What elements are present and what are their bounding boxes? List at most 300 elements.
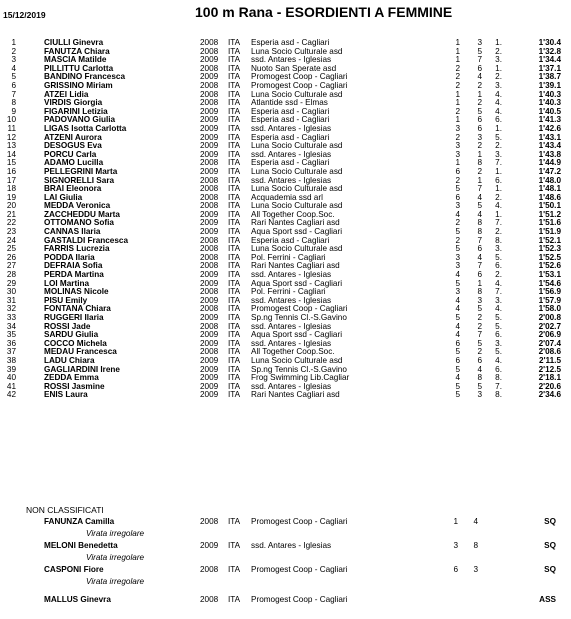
birth-year-cell: 2009 <box>200 278 219 288</box>
time-cell: 1'52.3 <box>538 244 561 254</box>
lane-cell: 2 <box>477 321 482 331</box>
club-cell: Promogest Coop - Cagliari <box>251 595 348 604</box>
birth-year-cell: 2008 <box>200 46 219 56</box>
club-cell: Luna Socio Culturale asd <box>251 46 343 56</box>
position-cell: 14 <box>6 149 16 159</box>
club-cell: Atlantide ssd - Elmas <box>251 98 328 108</box>
heat-rank-cell: 2. <box>495 46 502 56</box>
club-cell: All Together Coop.Soc. <box>251 209 335 219</box>
nationality-cell: ITA <box>228 141 241 151</box>
nationality-cell: ITA <box>228 270 241 280</box>
time-cell: 1'48.1 <box>538 184 561 194</box>
heat-rank-cell: 2. <box>495 72 502 82</box>
birth-year-cell: 2009 <box>200 141 219 151</box>
birth-year-cell: 2008 <box>200 565 219 574</box>
time-cell: 1'57.9 <box>538 295 561 305</box>
time-cell: 2'00.8 <box>538 313 561 322</box>
position-cell: 42 <box>6 390 16 400</box>
heat-rank-cell: 5. <box>495 132 502 142</box>
club-cell: Luna Socio Culturale asd <box>251 141 343 151</box>
position-cell: 4 <box>11 63 16 73</box>
heat-rank-cell: 4. <box>495 89 502 99</box>
position-cell: 30 <box>6 287 16 297</box>
birth-year-cell: 2008 <box>200 304 219 314</box>
time-cell: 1'50.1 <box>538 201 561 211</box>
athlete-name-cell: ENIS Laura <box>44 390 88 400</box>
time-cell: 1'56.9 <box>538 287 561 297</box>
athlete-name-cell: PERDA Martina <box>44 270 104 280</box>
club-cell: ssd. Antares - Iglesias <box>251 541 332 550</box>
heat-rank-cell: 7. <box>495 287 502 297</box>
club-cell: Luna Socio Culturale asd <box>251 166 343 176</box>
lane-cell: 4 <box>473 517 478 526</box>
nationality-cell: ITA <box>228 565 241 574</box>
disqualification-note: Virata irregolare <box>86 553 145 562</box>
lane-cell: 6 <box>477 355 482 365</box>
club-cell: Esperia asd - Cagliari <box>251 235 330 245</box>
lane-cell: 6 <box>477 115 482 125</box>
birth-year-cell: 2009 <box>200 373 219 383</box>
position-cell: 33 <box>6 313 16 322</box>
athlete-name-cell: LADU Chiara <box>44 355 95 365</box>
lane-cell: 3 <box>477 295 482 305</box>
position-cell: 8 <box>11 98 16 108</box>
nationality-cell: ITA <box>228 347 241 357</box>
time-cell: 1'42.6 <box>538 123 561 133</box>
lane-cell: 1 <box>477 175 482 185</box>
position-cell: 23 <box>6 227 16 237</box>
time-cell: 1'51.2 <box>538 209 561 219</box>
list-item <box>0 565 571 589</box>
position-cell: 10 <box>6 115 16 125</box>
athlete-name-cell: PORCU Carla <box>44 149 97 159</box>
time-cell: 2'18.1 <box>538 373 561 383</box>
lane-cell: 2 <box>477 166 482 176</box>
lane-cell: 8 <box>477 373 482 383</box>
athlete-name-cell: LOI Martina <box>44 278 90 288</box>
heat-rank-cell: 6. <box>495 261 502 271</box>
lane-cell: 4 <box>477 364 482 374</box>
athlete-name-cell: FIGARINI Letizia <box>44 106 108 116</box>
position-cell: 17 <box>6 175 16 185</box>
lane-cell: 3 <box>473 565 478 574</box>
nationality-cell: ITA <box>228 330 241 340</box>
nationality-cell: ITA <box>228 287 241 297</box>
heat-cell: 3 <box>455 287 460 297</box>
lane-cell: 8 <box>473 541 478 550</box>
club-cell: Luna Socio Culturale asd <box>251 244 343 254</box>
time-cell: 1'43.4 <box>538 141 561 151</box>
athlete-name-cell: FARRIS Lucrezia <box>44 244 110 254</box>
athlete-name-cell: MEDAU Francesca <box>44 347 117 357</box>
time-cell: 2'08.6 <box>538 347 561 357</box>
nationality-cell: ITA <box>228 381 241 391</box>
heat-rank-cell: 2. <box>495 227 502 237</box>
time-cell: 1'51.9 <box>538 227 561 237</box>
heat-cell: 5 <box>455 347 460 357</box>
position-cell: 31 <box>6 295 16 305</box>
heat-cell: 5 <box>455 381 460 391</box>
birth-year-cell: 2008 <box>200 80 219 90</box>
athlete-name-cell: SARDU Giulia <box>44 330 99 340</box>
club-cell: Aqua Sport ssd - Cagliari <box>251 330 343 340</box>
position-cell: 35 <box>6 330 16 340</box>
heat-rank-cell: 5. <box>495 252 502 262</box>
time-cell: 2'11.5 <box>539 355 561 365</box>
birth-year-cell: 2009 <box>200 123 219 133</box>
club-cell: Luna Socio Culturale asd <box>251 184 343 194</box>
position-cell: 21 <box>6 209 16 219</box>
club-cell: Rari Nantes Cagliari asd <box>251 390 340 400</box>
club-cell: Pol. Ferrini - Cagliari <box>251 252 326 262</box>
heat-cell: 1 <box>455 115 460 125</box>
nationality-cell: ITA <box>228 123 241 133</box>
heat-rank-cell: 2. <box>495 270 502 280</box>
athlete-name-cell: PADOVANO Giulia <box>44 115 116 125</box>
time-cell: 2'12.5 <box>538 364 561 374</box>
club-cell: Rari Nantes Cagliari asd <box>251 218 340 228</box>
club-cell: Aqua Sport ssd - Cagliari <box>251 227 343 237</box>
lane-cell: 5 <box>477 338 482 348</box>
heat-rank-cell: 4. <box>495 355 502 365</box>
club-cell: Promogest Coop - Cagliari <box>251 304 348 314</box>
position-cell: 36 <box>6 338 16 348</box>
heat-cell: 1 <box>455 158 460 168</box>
birth-year-cell: 2009 <box>200 55 219 65</box>
list-item <box>0 541 571 565</box>
lane-cell: 2 <box>477 80 482 90</box>
non-classified-title: NON CLASSIFICATI <box>26 505 104 515</box>
club-cell: Promogest Coop - Cagliari <box>251 72 348 82</box>
heat-rank-cell: 3. <box>495 149 502 159</box>
lane-cell: 2 <box>477 347 482 357</box>
athlete-name-cell: MASCIA Matilde <box>44 55 107 65</box>
lane-cell: 4 <box>477 72 482 82</box>
athlete-name-cell: DESOGUS Eva <box>44 141 102 151</box>
nationality-cell: ITA <box>228 313 241 322</box>
time-cell: 1'37.1 <box>538 63 561 73</box>
lane-cell: 3 <box>477 38 482 47</box>
heat-cell: 5 <box>455 184 460 194</box>
lane-cell: 3 <box>477 390 482 400</box>
nationality-cell: ITA <box>228 192 241 202</box>
position-cell: 1 <box>11 38 16 47</box>
athlete-name-cell: MEDDA Veronica <box>44 201 111 211</box>
heat-cell: 3 <box>455 141 460 151</box>
club-cell: Esperia asd - Cagliari <box>251 115 330 125</box>
heat-rank-cell: 6. <box>495 115 502 125</box>
heat-cell: 2 <box>455 80 460 90</box>
birth-year-cell: 2009 <box>200 72 219 82</box>
club-cell: Promogest Coop - Cagliari <box>251 565 348 574</box>
heat-cell: 4 <box>455 373 460 383</box>
lane-cell: 8 <box>477 158 482 168</box>
club-cell: Sp.ng Tennis Cl.-S.Gavino <box>251 364 347 374</box>
club-cell: ssd. Antares - Iglesias <box>251 149 332 159</box>
athlete-name-cell: ZACCHEDDU Marta <box>44 209 120 219</box>
report-date: 15/12/2019 <box>3 10 46 20</box>
heat-rank-cell: 4. <box>495 304 502 314</box>
club-cell: Esperia asd - Cagliari <box>251 158 330 168</box>
position-cell: 38 <box>6 355 16 365</box>
lane-cell: 7 <box>477 235 482 245</box>
club-cell: Rari Nantes Cagliari asd <box>251 261 340 271</box>
position-cell: 6 <box>11 80 16 90</box>
birth-year-cell: 2008 <box>200 347 219 357</box>
position-cell: 16 <box>6 166 16 176</box>
heat-rank-cell: 1. <box>495 166 502 176</box>
heat-cell: 4 <box>455 295 460 305</box>
nationality-cell: ITA <box>228 72 241 82</box>
birth-year-cell: 2009 <box>200 115 219 125</box>
athlete-name-cell: COCCO Michela <box>44 338 107 348</box>
heat-cell: 4 <box>455 270 460 280</box>
status-cell: SQ <box>544 565 556 574</box>
results-table <box>0 39 571 400</box>
birth-year-cell: 2008 <box>200 192 219 202</box>
birth-year-cell: 2008 <box>200 244 219 254</box>
heat-cell: 5 <box>455 313 460 322</box>
time-cell: 1'43.8 <box>538 149 561 159</box>
table-row <box>0 391 571 400</box>
birth-year-cell: 2008 <box>200 184 219 194</box>
heat-rank-cell: 8. <box>495 390 502 400</box>
athlete-name-cell: FONTANA Chiara <box>44 304 111 314</box>
nationality-cell: ITA <box>228 80 241 90</box>
nationality-cell: ITA <box>228 541 241 550</box>
heat-cell: 2 <box>455 106 460 116</box>
athlete-name-cell: MELONI Benedetta <box>44 541 118 550</box>
heat-cell: 4 <box>455 321 460 331</box>
birth-year-cell: 2009 <box>200 330 219 340</box>
time-cell: 1'48.6 <box>538 192 561 202</box>
club-cell: ssd. Antares - Iglesias <box>251 270 332 280</box>
time-cell: 1'51.6 <box>538 218 561 228</box>
club-cell: Esperia asd - Cagliari <box>251 132 330 142</box>
nationality-cell: ITA <box>228 184 241 194</box>
position-cell: 39 <box>6 364 16 374</box>
position-cell: 24 <box>6 235 16 245</box>
heat-cell: 2 <box>455 235 460 245</box>
birth-year-cell: 2008 <box>200 287 219 297</box>
lane-cell: 7 <box>477 261 482 271</box>
lane-cell: 5 <box>477 106 482 116</box>
position-cell: 5 <box>11 72 16 82</box>
time-cell: 2'20.6 <box>538 381 561 391</box>
position-cell: 25 <box>6 244 16 254</box>
nationality-cell: ITA <box>228 227 241 237</box>
time-cell: 1'47.2 <box>538 166 561 176</box>
club-cell: Acquademia ssd arl <box>251 192 323 202</box>
birth-year-cell: 2008 <box>200 261 219 271</box>
nationality-cell: ITA <box>228 373 241 383</box>
nationality-cell: ITA <box>228 595 241 604</box>
lane-cell: 5 <box>477 201 482 211</box>
birth-year-cell: 2009 <box>200 381 219 391</box>
position-cell: 3 <box>11 55 16 65</box>
athlete-name-cell: GRISSINO Miriam <box>44 80 113 90</box>
club-cell: ssd. Antares - Iglesias <box>251 338 332 348</box>
heat-cell: 5 <box>455 227 460 237</box>
athlete-name-cell: CANNAS Ilaria <box>44 227 101 237</box>
disqualification-note: Virata irregolare <box>86 577 145 586</box>
birth-year-cell: 2009 <box>200 338 219 348</box>
position-cell: 28 <box>6 270 16 280</box>
birth-year-cell: 2009 <box>200 295 219 305</box>
athlete-name-cell: CIULLI Ginevra <box>44 38 104 47</box>
nationality-cell: ITA <box>228 106 241 116</box>
birth-year-cell: 2009 <box>200 166 219 176</box>
club-cell: Pol. Ferrini - Cagliari <box>251 287 326 297</box>
time-cell: 1'40.5 <box>538 106 561 116</box>
status-cell: SQ <box>544 541 556 550</box>
heat-rank-cell: 4. <box>495 98 502 108</box>
heat-cell: 3 <box>455 252 460 262</box>
nationality-cell: ITA <box>228 115 241 125</box>
club-cell: ssd. Antares - Iglesias <box>251 381 332 391</box>
position-cell: 12 <box>6 132 16 142</box>
heat-rank-cell: 1. <box>495 63 502 73</box>
position-cell: 37 <box>6 347 16 357</box>
lane-cell: 5 <box>477 304 482 314</box>
lane-cell: 6 <box>477 123 482 133</box>
nationality-cell: ITA <box>228 218 241 228</box>
nationality-cell: ITA <box>228 158 241 168</box>
time-cell: 2'02.7 <box>538 321 561 331</box>
status-cell: SQ <box>544 517 556 526</box>
athlete-name-cell: BRAI Eleonora <box>44 184 102 194</box>
time-cell: 1'48.0 <box>538 175 561 185</box>
position-cell: 7 <box>11 89 16 99</box>
heat-rank-cell: 7. <box>495 158 502 168</box>
lane-cell: 5 <box>477 46 482 56</box>
club-cell: Luna Socio Culturale asd <box>251 355 343 365</box>
club-cell: Aqua Sport ssd - Cagliari <box>251 278 343 288</box>
heat-rank-cell: 1. <box>495 123 502 133</box>
athlete-name-cell: PISU Emily <box>44 295 88 305</box>
athlete-name-cell: FANUNZA Camilla <box>44 517 115 526</box>
birth-year-cell: 2008 <box>200 175 219 185</box>
athlete-name-cell: MALLUS Ginevra <box>44 595 111 604</box>
position-cell: 13 <box>6 141 16 151</box>
lane-cell: 5 <box>477 381 482 391</box>
heat-rank-cell: 1. <box>495 184 502 194</box>
heat-cell: 3 <box>455 261 460 271</box>
club-cell: All Together Coop.Soc. <box>251 347 335 357</box>
time-cell: 1'44.9 <box>538 158 561 168</box>
time-cell: 1'30.4 <box>538 38 561 47</box>
heat-cell: 1 <box>455 89 460 99</box>
lane-cell: 6 <box>477 244 482 254</box>
heat-rank-cell: 6. <box>495 330 502 340</box>
nationality-cell: ITA <box>228 132 241 142</box>
heat-rank-cell: 3. <box>495 295 502 305</box>
lane-cell: 3 <box>477 132 482 142</box>
nationality-cell: ITA <box>228 98 241 108</box>
heat-cell: 2 <box>455 132 460 142</box>
club-cell: ssd. Antares - Iglesias <box>251 55 332 65</box>
lane-cell: 6 <box>477 270 482 280</box>
heat-cell: 5 <box>455 244 460 254</box>
athlete-name-cell: SIGNORELLI Sara <box>44 175 115 185</box>
nationality-cell: ITA <box>228 209 241 219</box>
nationality-cell: ITA <box>228 149 241 159</box>
position-cell: 20 <box>6 201 16 211</box>
nationality-cell: ITA <box>228 278 241 288</box>
time-cell: 1'40.3 <box>538 89 561 99</box>
time-cell: 1'34.4 <box>538 55 561 65</box>
time-cell: 1'53.1 <box>538 270 561 280</box>
position-cell: 2 <box>11 46 16 56</box>
athlete-name-cell: RUGGERI Ilaria <box>44 313 104 322</box>
time-cell: 1'38.7 <box>538 72 561 82</box>
heat-rank-cell: 3. <box>495 244 502 254</box>
lane-cell: 1 <box>477 149 482 159</box>
heat-cell: 3 <box>453 541 458 550</box>
nationality-cell: ITA <box>228 304 241 314</box>
heat-cell: 1 <box>453 517 458 526</box>
time-cell: 1'40.3 <box>538 98 561 108</box>
heat-cell: 5 <box>455 278 460 288</box>
athlete-name-cell: ATZENI Aurora <box>44 132 102 142</box>
lane-cell: 1 <box>477 278 482 288</box>
position-cell: 32 <box>6 304 16 314</box>
heat-rank-cell: 3. <box>495 80 502 90</box>
birth-year-cell: 2009 <box>200 132 219 142</box>
heat-rank-cell: 5. <box>495 313 502 322</box>
lane-cell: 7 <box>477 330 482 340</box>
athlete-name-cell: PILLITTU Carlotta <box>44 63 114 73</box>
nationality-cell: ITA <box>228 38 241 47</box>
heat-rank-cell: 6. <box>495 364 502 374</box>
list-item <box>0 595 571 619</box>
time-cell: 1'58.0 <box>538 304 561 314</box>
heat-rank-cell: 5. <box>495 321 502 331</box>
birth-year-cell: 2008 <box>200 517 219 526</box>
birth-year-cell: 2009 <box>200 541 219 550</box>
heat-rank-cell: 6. <box>495 175 502 185</box>
lane-cell: 4 <box>477 192 482 202</box>
birth-year-cell: 2009 <box>200 270 219 280</box>
time-cell: 1'43.1 <box>538 132 561 142</box>
nationality-cell: ITA <box>228 261 241 271</box>
position-cell: 40 <box>6 373 16 383</box>
position-cell: 9 <box>11 106 16 116</box>
time-cell: 2'34.6 <box>538 390 561 400</box>
athlete-name-cell: ZEDDA Emma <box>44 373 99 383</box>
lane-cell: 2 <box>477 141 482 151</box>
time-cell: 1'52.1 <box>538 235 561 245</box>
lane-cell: 8 <box>477 287 482 297</box>
birth-year-cell: 2009 <box>200 106 219 116</box>
club-cell: Esperia asd - Cagliari <box>251 106 330 116</box>
nationality-cell: ITA <box>228 295 241 305</box>
time-cell: 1'54.6 <box>538 278 561 288</box>
club-cell: Luna Socio Culturale asd <box>251 201 343 211</box>
disqualification-note: Virata irregolare <box>86 529 145 538</box>
club-cell: Promogest Coop - Cagliari <box>251 517 348 526</box>
time-cell: 1'52.5 <box>538 252 561 262</box>
birth-year-cell: 2009 <box>200 390 219 400</box>
heat-rank-cell: 1. <box>495 38 502 47</box>
lane-cell: 2 <box>477 313 482 322</box>
athlete-name-cell: PODDA Ilaria <box>44 252 95 262</box>
lane-cell: 7 <box>477 184 482 194</box>
nationality-cell: ITA <box>228 364 241 374</box>
athlete-name-cell: BANDINO Francesca <box>44 72 125 82</box>
nationality-cell: ITA <box>228 55 241 65</box>
nationality-cell: ITA <box>228 89 241 99</box>
